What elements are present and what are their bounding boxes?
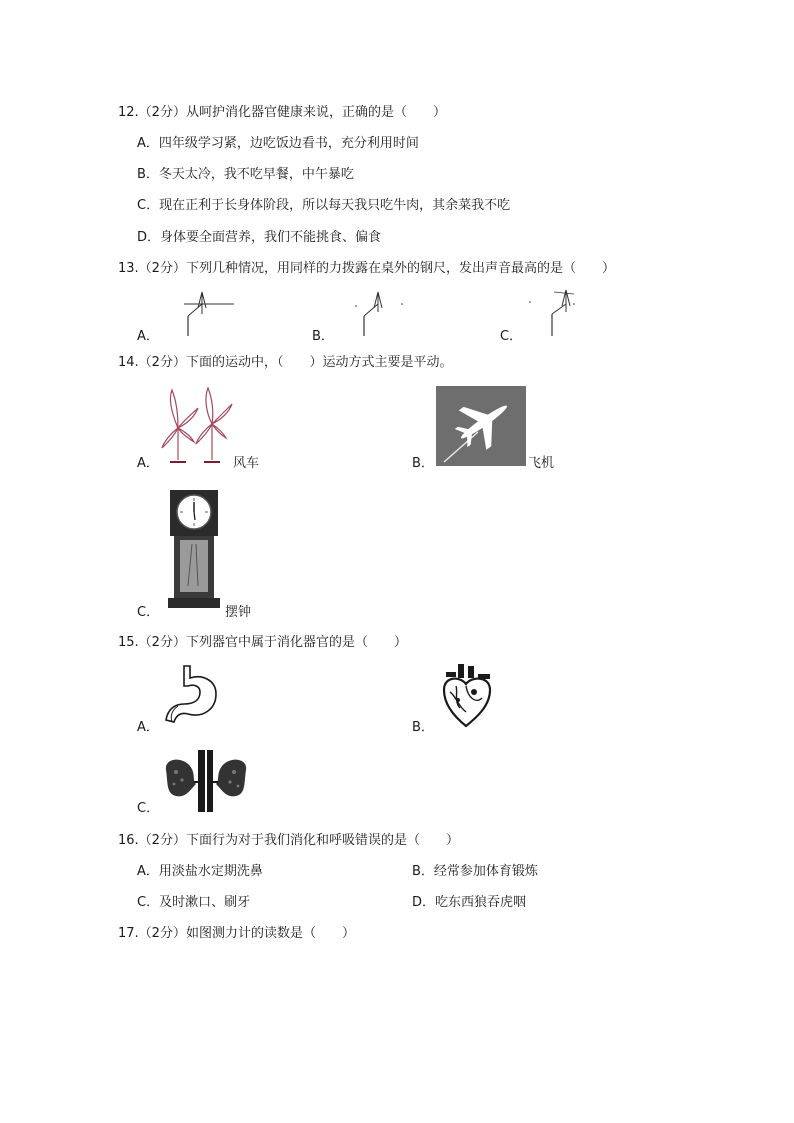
airplane-figure xyxy=(436,386,526,466)
stomach-figure xyxy=(162,664,220,726)
q14-option-a-label: A． xyxy=(137,456,159,471)
q15-option-a-label: A． xyxy=(137,720,159,735)
q13-ruler-c-figure xyxy=(526,286,578,338)
q16-option-b: B．经常参加体育锻炼 xyxy=(412,864,538,879)
q14-stem: 14.（2分）下面的运动中，（ ）运动方式主要是平动。 xyxy=(118,355,453,370)
q13-ruler-b-figure xyxy=(352,288,408,338)
q15-option-b-label: B． xyxy=(412,720,434,735)
q14-option-b-caption: 飞机 xyxy=(528,456,555,471)
q12-option-b: B．冬天太冷，我不吃早餐，中午暴吃 xyxy=(137,167,354,182)
q13-stem: 13.（2分）下列几种情况，用同样的力拨露在桌外的钢尺，发出声音最高的是（ ） xyxy=(118,261,615,276)
heart-figure xyxy=(436,662,496,730)
q17-stem: 17.（2分）如图测力计的读数是（ ） xyxy=(118,926,355,941)
q15-option-c-label: C． xyxy=(137,801,160,816)
q14-option-c-caption: 摆钟 xyxy=(225,605,252,620)
q12-option-c: C．现在正利于长身体阶段，所以每天我只吃牛肉，其余菜我不吃 xyxy=(137,198,511,213)
q13-option-b-label: B． xyxy=(312,329,334,344)
q13-option-a-label: A． xyxy=(137,329,159,344)
windmill-figure xyxy=(158,384,236,470)
kidneys-figure xyxy=(160,750,252,812)
q16-option-c: C．及时漱口、刷牙 xyxy=(137,895,251,910)
q13-ruler-a-figure xyxy=(178,288,240,338)
q16-option-d: D．吃东西狼吞虎咽 xyxy=(412,895,527,910)
pendulum-clock-figure xyxy=(168,490,220,608)
q15-stem: 15.（2分）下列器官中属于消化器官的是（ ） xyxy=(118,635,407,650)
q14-option-b-label: B． xyxy=(412,456,434,471)
q16-option-a: A．用淡盐水定期洗鼻 xyxy=(137,864,263,879)
q14-option-c-label: C． xyxy=(137,605,160,620)
q13-option-c-label: C． xyxy=(500,329,523,344)
q16-stem: 16.（2分）下面行为对于我们消化和呼吸错误的是（ ） xyxy=(118,833,459,848)
q14-option-a-caption: 风车 xyxy=(233,456,260,471)
q12-option-d: D．身体要全面营养，我们不能挑食、偏食 xyxy=(137,230,382,245)
q12-option-a: A．四年级学习紧，边吃饭边看书，充分利用时间 xyxy=(137,136,419,151)
q12-stem: 12.（2分）从呵护消化器官健康来说，正确的是（ ） xyxy=(118,105,446,120)
